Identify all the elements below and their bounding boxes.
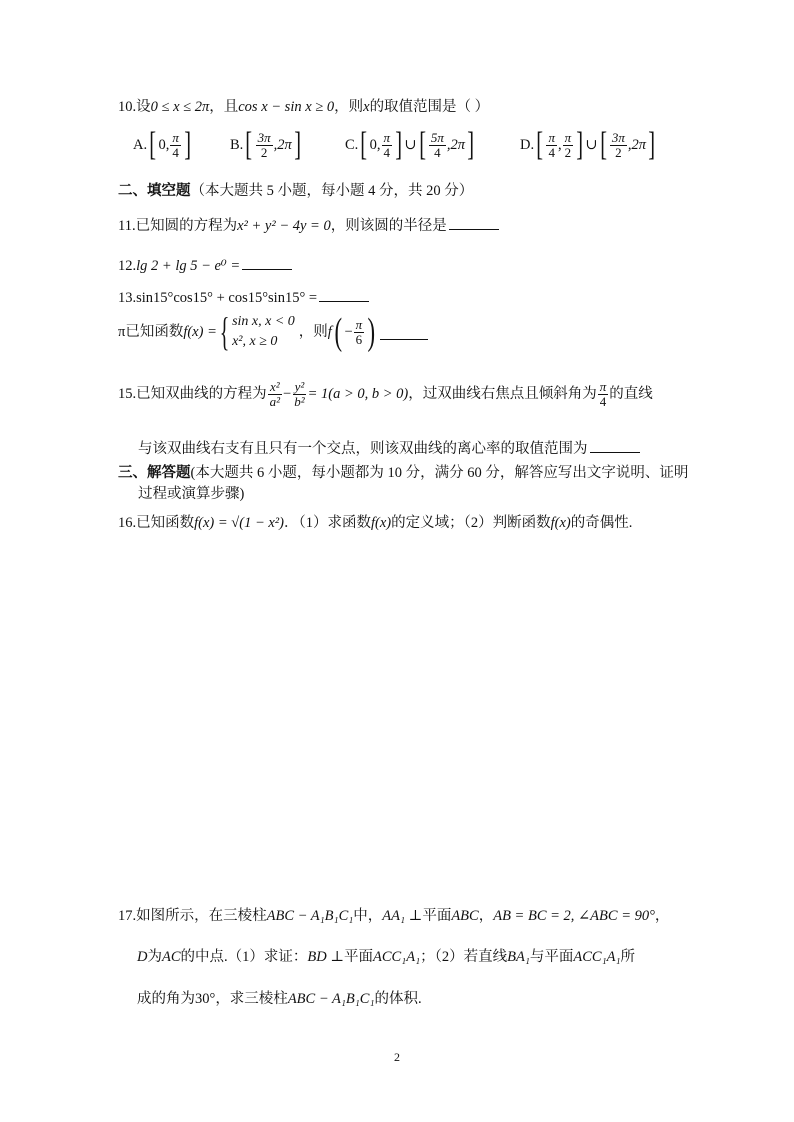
option-b-label: B. (230, 136, 244, 153)
q14-function: f(x) = (183, 323, 217, 340)
q11-answer-blank[interactable] (449, 215, 499, 230)
q15-answer-blank[interactable] (590, 438, 640, 453)
q13-answer-blank[interactable] (319, 287, 369, 302)
option-d-label: D. (520, 136, 535, 153)
q17-abc: ABC (451, 908, 479, 924)
section-3-note-2: 过程或演算步骤) (138, 486, 245, 502)
q10-condition-2: cos x − sin x ≥ 0 (238, 99, 335, 115)
q17-l2b: 为 (147, 949, 162, 965)
q17-prism: ABC − A₁B₁C₁ (266, 908, 354, 924)
q10-option-b: B. [ $\frac{3\pi}{2}$ ,2π ] (230, 126, 301, 163)
q17-l2e: ；（2）若直线 (420, 949, 508, 965)
q10-option-a: A. [ 0, $\frac{\pi}{4}$ ] (133, 126, 191, 163)
q17-l3b: ，求三棱柱 (215, 991, 288, 1007)
option-c-right: ,2π (446, 136, 465, 153)
q10-text-d: 的取值范围是（ ） (369, 99, 490, 115)
option-d-num2: π (564, 129, 572, 145)
option-a-label: A. (133, 136, 148, 153)
section-3-note-line-2 (138, 485, 734, 504)
option-b-den: 2 (260, 144, 268, 160)
q15-text-c: 的直线 (609, 385, 653, 402)
q12-number: 12. (118, 258, 137, 274)
q14-case-2: x², x ≥ 0 (232, 334, 278, 349)
q17-number: 17. (118, 908, 137, 924)
option-b-num: 3π (257, 129, 271, 145)
section-3-heading (118, 464, 734, 483)
q17-l3a: 成的角为 (137, 991, 195, 1007)
question-17-line-2 (137, 948, 734, 967)
q10-option-c: C. [ 0, $\frac{\pi}{4}$ ] ∪ [ $\frac{5\pi}{4}$ ,2π ] (345, 126, 475, 163)
q13-expression: sin15°cos15° + cos15°sin15° = (136, 290, 318, 306)
q14-frac-den: 6 (355, 331, 363, 347)
option-d-union: ∪ (585, 136, 598, 153)
q15-text-b: ，过双曲线右焦点且倾斜角为 (408, 385, 597, 402)
q17-l2f: 与平面 (529, 949, 574, 965)
q11-expression: x² + y² − 4y = 0 (237, 218, 331, 234)
option-c-left: 0, (369, 136, 381, 153)
q12-answer-blank[interactable] (242, 255, 292, 270)
option-c-union: ∪ (404, 136, 417, 153)
option-d-den3: 2 (615, 144, 622, 160)
question-10-stem (118, 98, 734, 117)
section-3-note: (本大题共 6 小题，每小题都为 10 分，满分 60 分，解答应写出文字说明、证明 (190, 465, 689, 481)
q17-l2c: 的中点.（1）求证： (180, 949, 308, 965)
q17-condition: AB = BC = 2, ∠ABC = 90° (493, 908, 655, 924)
q15-n2: y² (294, 379, 305, 394)
option-c-num1: π (383, 129, 391, 145)
question-14: π 已知函数 f(x) = { sin x, x < 0 x², x ≥ 0 ，则 f ( − $\frac{\pi}{6}$ ) (118, 312, 734, 352)
q17-ba: BA₁ (507, 949, 530, 965)
q17-l1d: ， (478, 908, 494, 924)
q10-option-d: D. [ $\frac{\pi}{4}$ , $\frac{\pi}{2}$ ] ∪ [ $\frac{3\pi}{2}$ ,2π ] (520, 126, 656, 163)
q10-condition-1: 0 ≤ x ≤ 2π (150, 99, 210, 115)
q15-line-2-text: 与该双曲线右支有且只有一个交点，则该双曲线的离心率的取值范围为 (138, 441, 588, 457)
q17-l2g: 所 (620, 949, 636, 965)
question-15-line-1 (118, 380, 734, 408)
question-17-line-3 (137, 990, 734, 1009)
q14-negative: − (344, 323, 353, 340)
q17-l2d: 平面 (343, 949, 373, 965)
q17-ac: AC (161, 949, 181, 965)
option-d-num3: 3π (611, 129, 625, 145)
q16-f1: f(x) (370, 515, 392, 531)
option-b-right: ,2π (273, 136, 292, 153)
option-c-num2: 5π (430, 129, 444, 145)
option-a-num: π (172, 129, 179, 145)
q12-expression: lg 2 + lg 5 − e⁰ = (136, 258, 241, 274)
section-3-title: 三、解答题 (118, 465, 191, 481)
q14-frac-num: π (355, 316, 363, 332)
q14-text-b: ，则 (298, 323, 328, 340)
question-12 (118, 255, 734, 276)
q10-text-a: 设 (136, 99, 151, 115)
option-d-den1: 4 (548, 144, 555, 160)
option-a-left: 0, (158, 136, 170, 153)
option-d-num1: π (548, 129, 555, 145)
q14-f: f (327, 323, 332, 340)
q15-d1: a² (269, 393, 281, 409)
option-a-den: 4 (172, 144, 179, 160)
q17-angle: 30° (195, 991, 216, 1007)
page-number: 2 (394, 1050, 400, 1064)
q15-angle-num: π (599, 379, 607, 394)
q17-acc2: ACC₁A₁ (573, 949, 621, 965)
q16-text-c: 的定义域；（2）判断函数 (391, 515, 551, 531)
option-c-den2: 4 (434, 144, 441, 160)
q17-l1e: ， (654, 908, 670, 924)
q17-l1c: 平面 (422, 908, 452, 924)
section-2-note: （本大题共 5 小题，每小题 4 分，共 20 分） (190, 183, 474, 199)
q10-variable: x (363, 99, 370, 115)
q17-aa: AA₁ ⊥ (382, 908, 423, 924)
question-15-line-2 (138, 438, 734, 459)
q14-case-1: sin x, x < 0 (232, 314, 295, 330)
question-13 (118, 287, 734, 308)
q10-number: 10. (118, 99, 137, 115)
q10-text-b: ，且 (209, 99, 239, 115)
section-2-heading (118, 182, 734, 201)
q15-number: 15. (118, 385, 137, 402)
q17-acc: ACC₁A₁ (372, 949, 421, 965)
option-d-right: ,2π (627, 136, 647, 153)
q17-bd: BD ⊥ (307, 949, 344, 965)
q16-function: f(x) = √(1 − x²) (194, 515, 284, 531)
q17-l1b: 中， (353, 908, 383, 924)
q11-text-b: ，则该圆的半径是 (330, 218, 447, 234)
q16-f2: f(x) (550, 515, 571, 531)
q14-number: π (118, 323, 126, 340)
q15-n1: x² (269, 379, 280, 394)
question-11 (118, 215, 734, 236)
q11-text-a: 已知圆的方程为 (135, 218, 238, 234)
q14-answer-blank[interactable] (380, 325, 428, 340)
q17-l1a: 如图所示，在三棱柱 (136, 908, 267, 924)
q17-l3c: 的体积. (374, 991, 422, 1007)
option-c-den1: 4 (383, 144, 390, 160)
option-c-label: C. (345, 136, 359, 153)
question-16 (118, 514, 734, 533)
q14-text-a: 已知函数 (125, 323, 184, 340)
q15-text-a: 已知双曲线的方程为 (136, 385, 267, 402)
q16-text-a: 已知函数 (136, 515, 195, 531)
q16-text-d: 的奇偶性. (570, 515, 633, 531)
q15-condition: = 1(a > 0, b > 0) (307, 385, 409, 402)
q15-minus: − (283, 385, 292, 402)
option-d-comma: , (557, 136, 562, 153)
option-d-den2: 2 (564, 144, 572, 160)
q15-d2: b² (294, 393, 305, 409)
q16-text-b: ．（1）求函数 (283, 515, 371, 531)
q10-text-c: ，则 (334, 99, 364, 115)
q17-prism-2: ABC − A₁B₁C₁ (287, 991, 375, 1007)
question-17-line-1 (118, 907, 734, 926)
q15-angle-den: 4 (599, 393, 607, 409)
q11-number: 11. (118, 218, 136, 234)
q16-number: 16. (118, 515, 137, 531)
q17-d: D (137, 949, 148, 965)
section-2-title: 二、填空题 (118, 183, 191, 199)
q13-number: 13. (118, 290, 137, 306)
